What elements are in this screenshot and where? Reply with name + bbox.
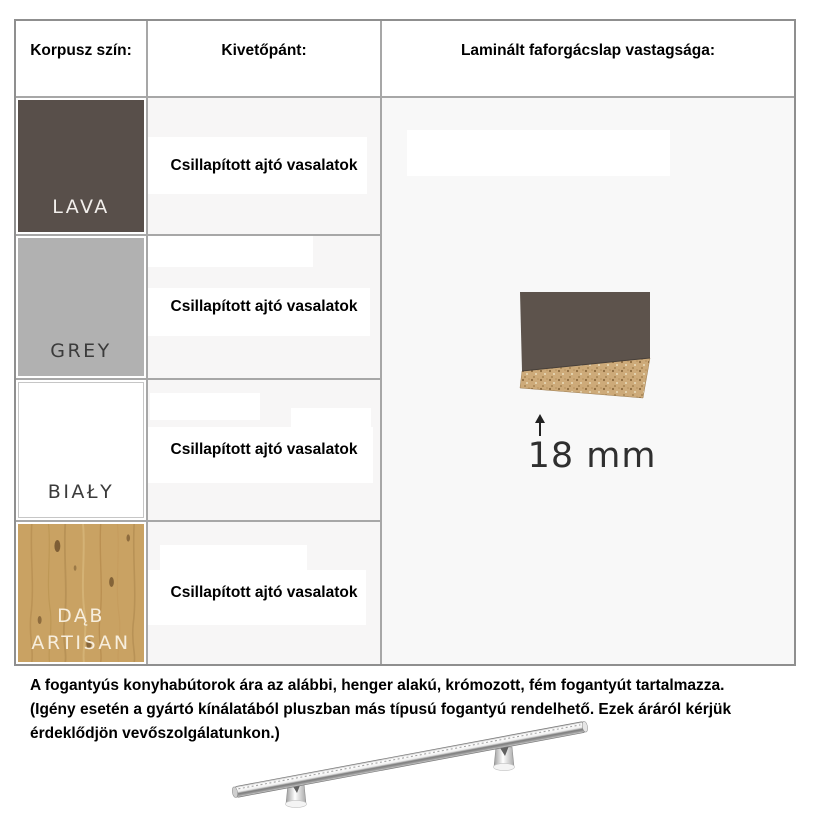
- thickness-value: 18 mm: [527, 436, 657, 476]
- handle-note-line1: A fogantyús konyhabútorok ára az alábbi, henger alakú, krómozott, fém fogantyút tartalmazza.: [30, 677, 725, 694]
- color-swatch-cell-dab-artisan: [16, 522, 146, 664]
- header-hinge: Kivetőpánt:: [148, 21, 380, 96]
- laminate-face: [520, 292, 650, 371]
- handle-post-right: [494, 747, 515, 771]
- hinge-label-3: Csillapított ajtó vasalatok: [170, 441, 358, 458]
- handle-note-line3: érdeklődjön vevőszolgálatunkon.): [30, 725, 280, 742]
- chrome-handle-image: [218, 718, 608, 818]
- board-thickness-cell: [382, 98, 794, 664]
- swatch-label-lava: LAVA: [52, 196, 110, 219]
- color-swatch-dab-artisan: [18, 524, 144, 662]
- hinge-cell-2: [148, 236, 380, 378]
- up-arrow-icon: [532, 414, 552, 438]
- header-corpus-color: Korpusz szín:: [16, 21, 146, 96]
- color-swatch-lava: [18, 100, 144, 232]
- color-swatch-cell-grey: [16, 236, 146, 378]
- white-patch: [148, 236, 313, 267]
- hinge-cell-1: [148, 98, 380, 234]
- handle-note-line2: (Igény esetén a gyártó kínálatából pluszban más típusú fogantyú rendelhető. Ezek áráról kérjük: [30, 701, 732, 718]
- color-swatch-bialy: [18, 382, 144, 518]
- swatch-label-grey: GREY: [50, 340, 112, 363]
- hinge-label-2: Csillapított ajtó vasalatok: [170, 298, 358, 315]
- hinge-cell-4: [148, 522, 380, 664]
- white-patch: [407, 130, 670, 176]
- spec-table: [14, 19, 796, 666]
- chipboard-panel-image: [512, 288, 672, 413]
- swatch-label-bialy: BIAŁY: [47, 481, 115, 504]
- hinge-cell-3: [148, 380, 380, 520]
- color-swatch-grey: [18, 238, 144, 376]
- color-swatch-cell-lava: [16, 98, 146, 234]
- hinge-label-1: Csillapított ajtó vasalatok: [170, 157, 358, 174]
- swatch-label-dab-artisan: DĄB ARTISAN: [31, 604, 131, 655]
- handle-bar: [231, 721, 588, 798]
- white-patch: [150, 393, 260, 420]
- color-swatch-cell-bialy: [16, 380, 146, 520]
- header-board-thickness: Laminált faforgácslap vastagsága:: [382, 21, 794, 96]
- hinge-label-4: Csillapított ajtó vasalatok: [170, 584, 358, 601]
